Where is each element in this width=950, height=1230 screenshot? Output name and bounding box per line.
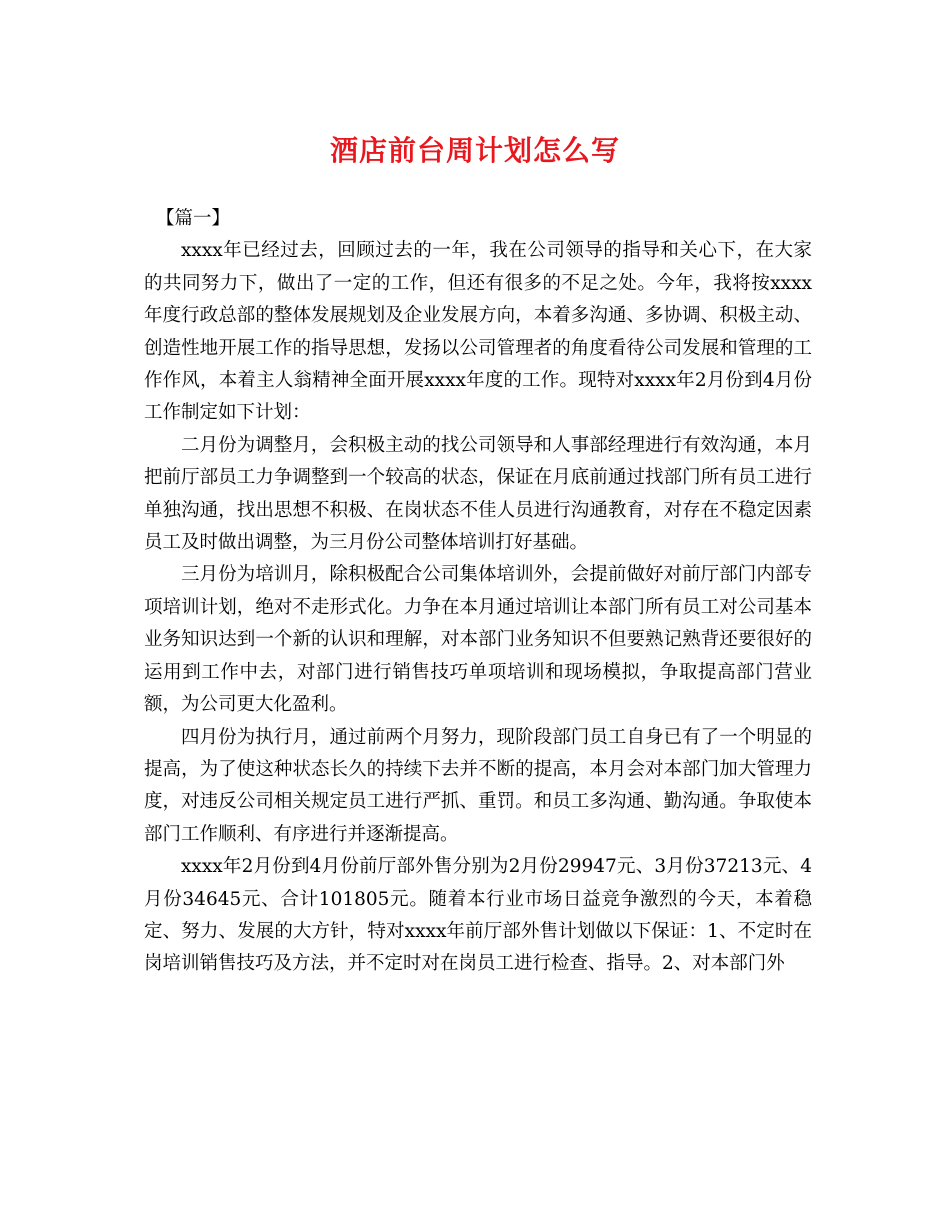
document-title: 酒店前台周计划怎么写 bbox=[329, 134, 620, 167]
paragraph-sales: xxxx年2月份到4月份前厅部外售分别为2月份29947元、3月份37213元、4月份34645元、合计101805元。随着本行业市场日益竞争激烈的今天，本着稳定、努力、发展的大方针，特对xxxx年前厅部外售计划做以下保证：1、不定时在岗培训销售技巧及方法，并不定时对在岗员工进行检查、指导。2、对本部门外 bbox=[144, 856, 812, 975]
document-body bbox=[144, 203, 812, 981]
paragraph-march: 三月份为培训月，除积极配合公司集体培训外，会提前做好对前厅部门内部专项培训计划，绝对不走形式化。力争在本月通过培训让本部门所有员工对公司基本业务知识达到一个新的认识和理解，对本部门业务知识不但要熟记熟背还要很好的运用到工作中去，对部门进行销售技巧单项培训和现场模拟，争取提高部门营业额，为公司更大化盈利。 bbox=[144, 564, 812, 716]
section-label: 【篇一】 bbox=[156, 208, 231, 229]
paragraph-april: 四月份为执行月，通过前两个月努力，现阶段部门员工自身已有了一个明显的提高，为了使这种状态长久的持续下去并不断的提高，本月会对本部门加大管理力度，对违反公司相关规定员工进行严抓、重罚。和员工多沟通、勤沟通。争取使本部门工作顺利、有序进行并逐渐提高。 bbox=[144, 726, 812, 845]
paragraph-intro: xxxx年已经过去，回顾过去的一年，我在公司领导的指导和关心下，在大家的共同努力下，做出了一定的工作，但还有很多的不足之处。今年，我将按xxxx年度行政总部的整体发展规划及企业发展方向，本着多沟通、多协调、积极主动、创造性地开展工作的指导思想，发扬以公司管理者的角度看待公司发展和管理的工作作风，本着主人翁精神全面开展xxxx年度的工作。现特对xxxx年2月份到4月份工作制定如下计划： bbox=[144, 240, 812, 424]
paragraph-february: 二月份为调整月，会积极主动的找公司领导和人事部经理进行有效沟通，本月把前厅部员工力争调整到一个较高的状态，保证在月底前通过找部门所有员工进行单独沟通，找出思想不积极、在岗状态不佳人员进行沟通教育，对存在不稳定因素员工及时做出调整，为三月份公司整体培训打好基础。 bbox=[144, 434, 812, 554]
